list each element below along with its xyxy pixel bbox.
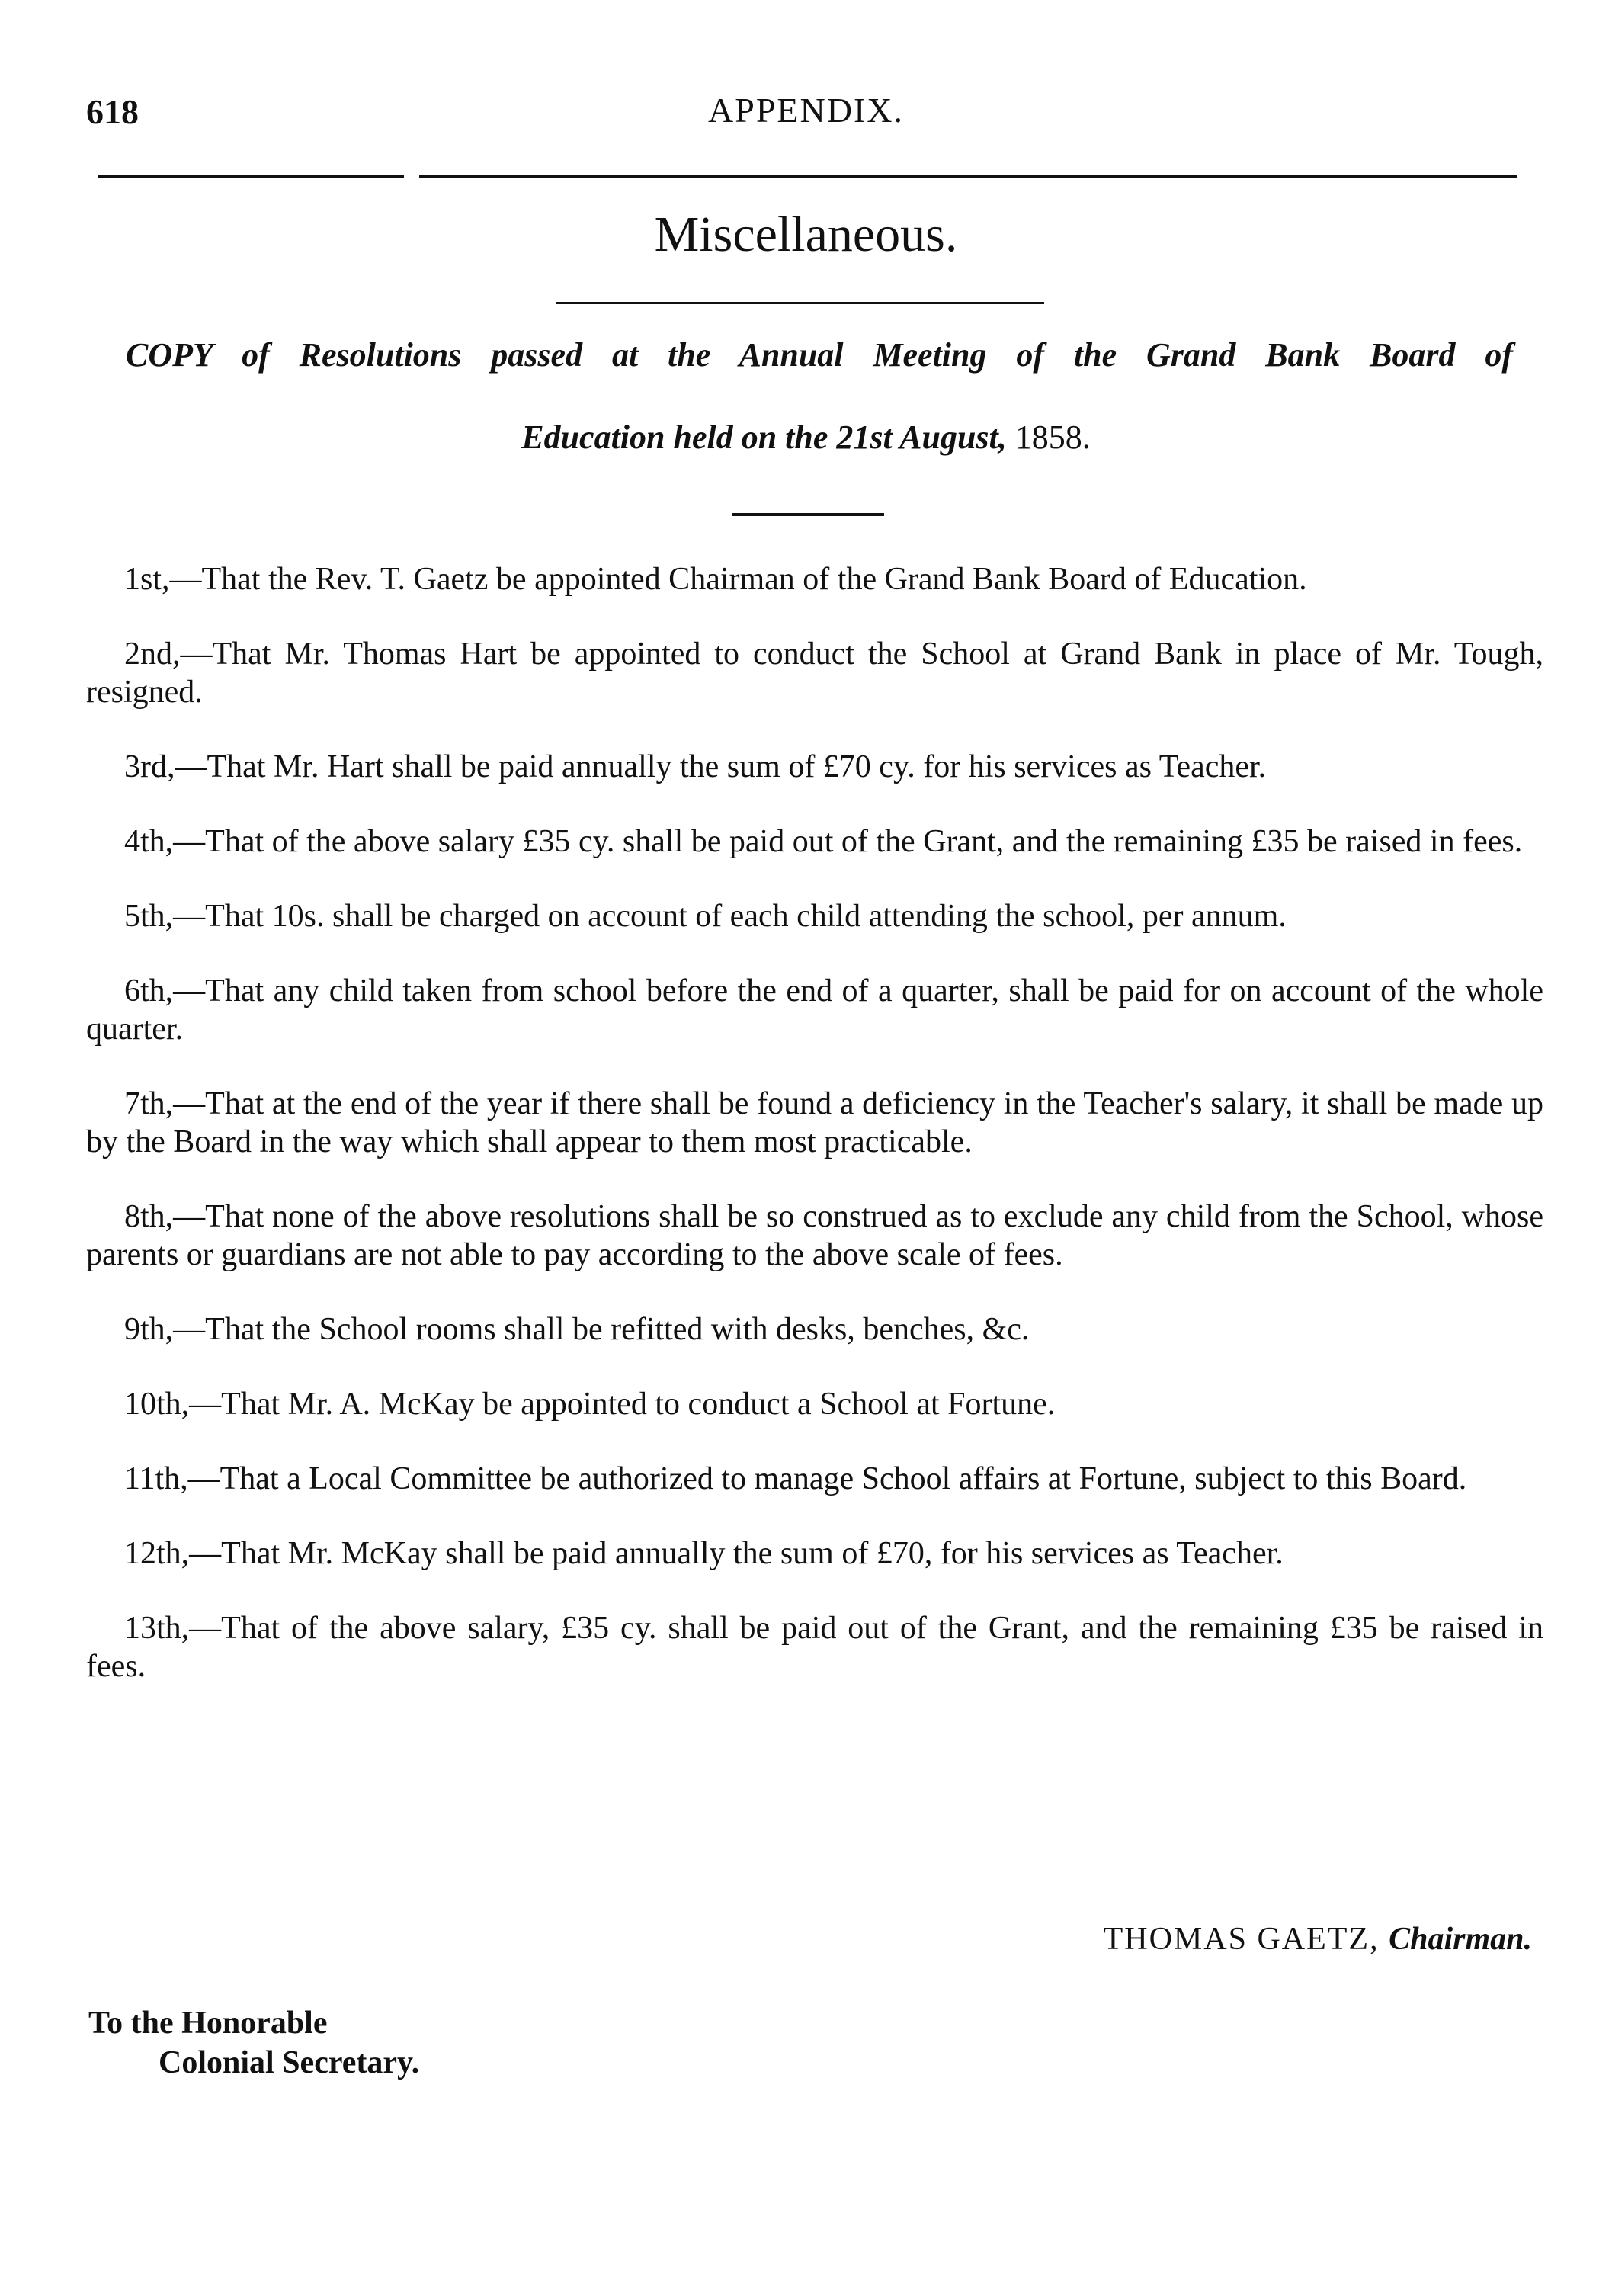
- copy-heading-date: Education held on the 21st August,: [521, 418, 1007, 456]
- title-rule: [556, 302, 1044, 304]
- resolution-item: 11th,—That a Local Committee be authorized to manage School affairs at Fortune, subject to this Board.: [124, 1461, 1467, 1496]
- address-line1: To the Honorable: [88, 2006, 328, 2041]
- resolution-item: 1st,—That the Rev. T. Gaetz be appointed Chairman of the Grand Bank Board of Education.: [124, 562, 1307, 597]
- address-line2: Colonial Secretary.: [159, 2045, 420, 2080]
- copy-heading-line1: COPY of Resolutions passed at the Annual Meeting of the Grand Bank Board of: [126, 336, 1513, 374]
- running-head: APPENDIX.: [708, 91, 904, 130]
- header-rule-left: [98, 175, 404, 178]
- short-rule: [732, 513, 884, 516]
- resolution-item: 4th,—That of the above salary £35 cy. shall be paid out of the Grant, and the remaining £35 be raised in fees.: [124, 824, 1523, 859]
- resolution-item: 13th,—That of the above salary, £35 cy. shall be paid out of the Grant, and the remaining £35 be raised in fees.: [86, 1611, 1543, 1684]
- signature-name: THOMAS GAETZ,: [1103, 1922, 1380, 1957]
- resolution-item: 9th,—That the School rooms shall be refitted with desks, benches, &c.: [124, 1312, 1030, 1347]
- signature-title: Chairman.: [1389, 1922, 1532, 1957]
- resolution-item: 8th,—That none of the above resolutions shall be so construed as to exclude any child from the School, whose parents or guardians are not able to pay according to the above scale of fees.: [86, 1199, 1543, 1272]
- resolution-item: 2nd,—That Mr. Thomas Hart be appointed to conduct the School at Grand Bank in place of Mr. Tough, resigned.: [86, 637, 1543, 710]
- resolution-item: 6th,—That any child taken from school before the end of a quarter, shall be paid for on account of the whole quarter.: [86, 973, 1543, 1047]
- resolution-item: 5th,—That 10s. shall be charged on account of each child attending the school, per annum.: [124, 899, 1287, 934]
- header-rule-right: [419, 175, 1517, 178]
- copy-heading-year: 1858.: [1014, 418, 1091, 456]
- resolution-item: 7th,—That at the end of the year if there shall be found a deficiency in the Teacher's salary, it shall be made up by the Board in the way which shall appear to them most practicable.: [86, 1086, 1543, 1159]
- page-number: 618: [86, 92, 139, 131]
- resolution-item: 10th,—That Mr. A. McKay be appointed to conduct a School at Fortune.: [124, 1387, 1056, 1422]
- signature: [1104, 1921, 1532, 1958]
- copy-heading-line2: [0, 418, 1612, 457]
- resolutions-list: [86, 560, 1543, 1722]
- section-title: Miscellaneous.: [654, 207, 958, 262]
- resolution-item: 3rd,—That Mr. Hart shall be paid annually the sum of £70 cy. for his services as Teacher.: [124, 749, 1267, 784]
- resolution-item: 12th,—That Mr. McKay shall be paid annually the sum of £70, for his services as Teacher.: [124, 1536, 1284, 1571]
